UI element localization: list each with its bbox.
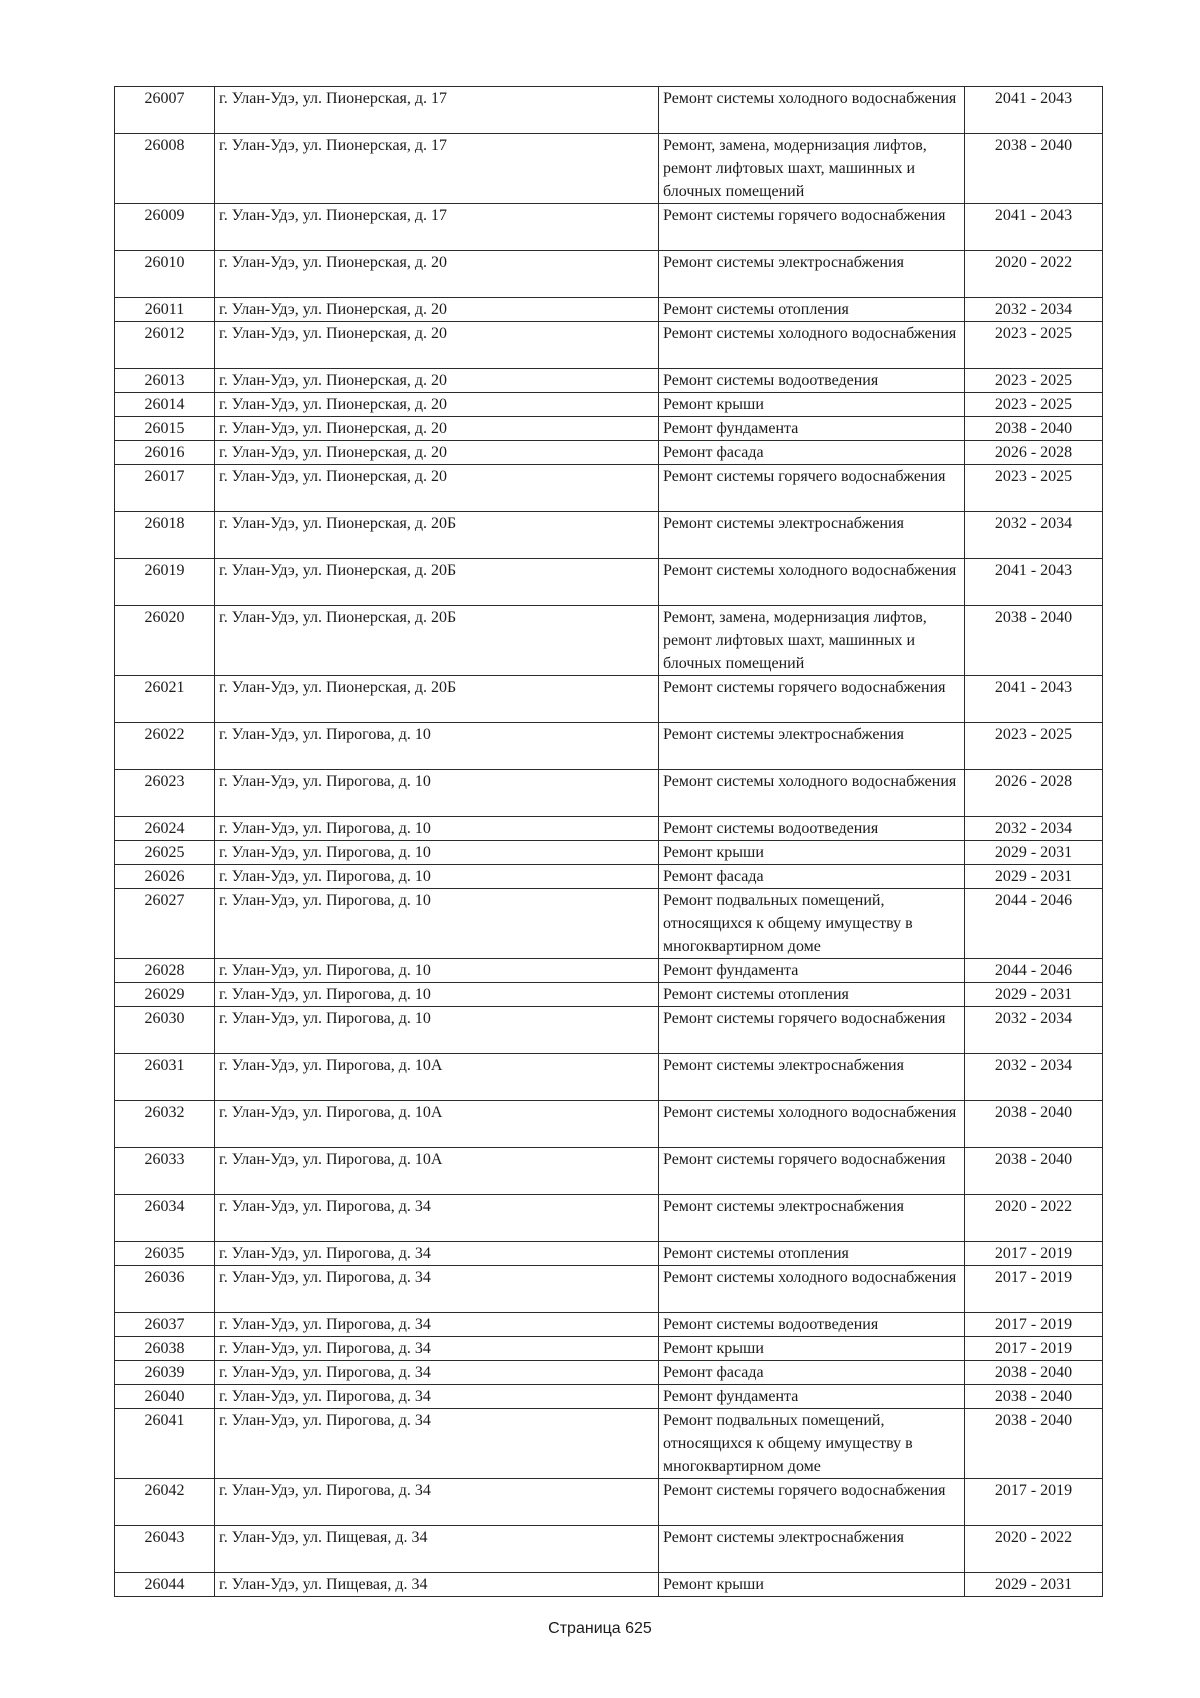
table-row [115, 865, 1103, 889]
cell-id: 26013 [115, 369, 215, 393]
cell-address: г. Улан-Удэ, ул. Пионерская, д. 20Б [215, 559, 659, 606]
cell-period: 2038 - 2040 [965, 1385, 1103, 1409]
cell-address: г. Улан-Удэ, ул. Пирогова, д. 34 [215, 1479, 659, 1526]
table-row [115, 1361, 1103, 1385]
cell-id: 26022 [115, 723, 215, 770]
table-row [115, 1409, 1103, 1479]
cell-address: г. Улан-Удэ, ул. Пищевая, д. 34 [215, 1526, 659, 1573]
page-number: Страница 625 [548, 1620, 652, 1637]
cell-id: 26017 [115, 465, 215, 512]
cell-work-type: Ремонт системы холодного водоснабжения [659, 559, 965, 606]
table-row [115, 298, 1103, 322]
cell-id: 26020 [115, 606, 215, 676]
cell-id: 26035 [115, 1242, 215, 1266]
cell-work-type: Ремонт системы водоотведения [659, 369, 965, 393]
cell-work-type: Ремонт фундамента [659, 417, 965, 441]
cell-period: 2038 - 2040 [965, 1101, 1103, 1148]
table-row [115, 1313, 1103, 1337]
cell-id: 26037 [115, 1313, 215, 1337]
cell-address: г. Улан-Удэ, ул. Пирогова, д. 34 [215, 1242, 659, 1266]
cell-period: 2017 - 2019 [965, 1337, 1103, 1361]
cell-id: 26036 [115, 1266, 215, 1313]
cell-period: 2041 - 2043 [965, 204, 1103, 251]
table-row [115, 1385, 1103, 1409]
cell-period: 2020 - 2022 [965, 1526, 1103, 1573]
cell-work-type: Ремонт системы горячего водоснабжения [659, 1479, 965, 1526]
cell-work-type: Ремонт системы горячего водоснабжения [659, 465, 965, 512]
cell-period: 2026 - 2028 [965, 441, 1103, 465]
cell-address: г. Улан-Удэ, ул. Пирогова, д. 10 [215, 723, 659, 770]
cell-period: 2023 - 2025 [965, 393, 1103, 417]
table-row [115, 441, 1103, 465]
cell-id: 26016 [115, 441, 215, 465]
cell-work-type: Ремонт системы горячего водоснабжения [659, 676, 965, 723]
cell-period: 2038 - 2040 [965, 1148, 1103, 1195]
cell-address: г. Улан-Удэ, ул. Пионерская, д. 20Б [215, 606, 659, 676]
cell-address: г. Улан-Удэ, ул. Пионерская, д. 17 [215, 87, 659, 134]
cell-id: 26025 [115, 841, 215, 865]
cell-id: 26024 [115, 817, 215, 841]
table-row [115, 889, 1103, 959]
cell-work-type: Ремонт фасада [659, 865, 965, 889]
cell-period: 2017 - 2019 [965, 1313, 1103, 1337]
cell-work-type: Ремонт системы электроснабжения [659, 1054, 965, 1101]
cell-work-type: Ремонт системы холодного водоснабжения [659, 770, 965, 817]
cell-id: 26043 [115, 1526, 215, 1573]
cell-work-type: Ремонт подвальных помещений, относящихся к общему имуществу в многоквартирном доме [659, 1409, 965, 1479]
cell-work-type: Ремонт системы электроснабжения [659, 1195, 965, 1242]
cell-period: 2044 - 2046 [965, 959, 1103, 983]
cell-work-type: Ремонт системы горячего водоснабжения [659, 1007, 965, 1054]
cell-period: 2029 - 2031 [965, 865, 1103, 889]
table-row [115, 959, 1103, 983]
cell-work-type: Ремонт системы электроснабжения [659, 1526, 965, 1573]
cell-work-type: Ремонт подвальных помещений, относящихся к общему имуществу в многоквартирном доме [659, 889, 965, 959]
repair-schedule-table [114, 86, 1103, 1597]
table-row [115, 369, 1103, 393]
cell-id: 26038 [115, 1337, 215, 1361]
cell-work-type: Ремонт фасада [659, 441, 965, 465]
table-body [115, 87, 1103, 1597]
table-row [115, 841, 1103, 865]
cell-work-type: Ремонт системы холодного водоснабжения [659, 1266, 965, 1313]
cell-id: 26011 [115, 298, 215, 322]
cell-period: 2017 - 2019 [965, 1242, 1103, 1266]
table-row [115, 322, 1103, 369]
cell-address: г. Улан-Удэ, ул. Пионерская, д. 20Б [215, 676, 659, 723]
cell-work-type: Ремонт системы горячего водоснабжения [659, 1148, 965, 1195]
cell-id: 26039 [115, 1361, 215, 1385]
cell-period: 2038 - 2040 [965, 417, 1103, 441]
cell-address: г. Улан-Удэ, ул. Пирогова, д. 34 [215, 1337, 659, 1361]
cell-work-type: Ремонт системы электроснабжения [659, 251, 965, 298]
cell-id: 26032 [115, 1101, 215, 1148]
cell-work-type: Ремонт системы холодного водоснабжения [659, 87, 965, 134]
table-row [115, 1101, 1103, 1148]
cell-address: г. Улан-Удэ, ул. Пирогова, д. 10 [215, 1007, 659, 1054]
cell-period: 2041 - 2043 [965, 676, 1103, 723]
cell-address: г. Улан-Удэ, ул. Пирогова, д. 34 [215, 1385, 659, 1409]
cell-id: 26044 [115, 1573, 215, 1597]
cell-period: 2038 - 2040 [965, 1409, 1103, 1479]
cell-work-type: Ремонт системы холодного водоснабжения [659, 322, 965, 369]
cell-id: 26015 [115, 417, 215, 441]
cell-period: 2041 - 2043 [965, 559, 1103, 606]
cell-id: 26034 [115, 1195, 215, 1242]
cell-work-type: Ремонт системы отопления [659, 298, 965, 322]
table-row [115, 87, 1103, 134]
table-row [115, 393, 1103, 417]
table-row [115, 1054, 1103, 1101]
cell-address: г. Улан-Удэ, ул. Пирогова, д. 10 [215, 865, 659, 889]
table-row [115, 1242, 1103, 1266]
cell-work-type: Ремонт фасада [659, 1361, 965, 1385]
table-row [115, 1479, 1103, 1526]
table-row [115, 723, 1103, 770]
cell-address: г. Улан-Удэ, ул. Пирогова, д. 10 [215, 959, 659, 983]
cell-address: г. Улан-Удэ, ул. Пирогова, д. 10А [215, 1148, 659, 1195]
cell-work-type: Ремонт системы горячего водоснабжения [659, 204, 965, 251]
cell-address: г. Улан-Удэ, ул. Пионерская, д. 17 [215, 134, 659, 204]
cell-address: г. Улан-Удэ, ул. Пирогова, д. 10 [215, 983, 659, 1007]
table-row [115, 1007, 1103, 1054]
table-row [115, 770, 1103, 817]
cell-id: 26040 [115, 1385, 215, 1409]
cell-id: 26027 [115, 889, 215, 959]
cell-address: г. Улан-Удэ, ул. Пионерская, д. 20 [215, 298, 659, 322]
cell-id: 26033 [115, 1148, 215, 1195]
cell-work-type: Ремонт крыши [659, 841, 965, 865]
cell-address: г. Улан-Удэ, ул. Пирогова, д. 34 [215, 1195, 659, 1242]
cell-work-type: Ремонт системы отопления [659, 983, 965, 1007]
cell-work-type: Ремонт системы водоотведения [659, 817, 965, 841]
cell-id: 26018 [115, 512, 215, 559]
cell-id: 26042 [115, 1479, 215, 1526]
cell-address: г. Улан-Удэ, ул. Пирогова, д. 34 [215, 1313, 659, 1337]
cell-work-type: Ремонт крыши [659, 1573, 965, 1597]
cell-address: г. Улан-Удэ, ул. Пирогова, д. 10А [215, 1054, 659, 1101]
cell-address: г. Улан-Удэ, ул. Пищевая, д. 34 [215, 1573, 659, 1597]
cell-work-type: Ремонт системы холодного водоснабжения [659, 1101, 965, 1148]
cell-period: 2032 - 2034 [965, 1007, 1103, 1054]
cell-period: 2023 - 2025 [965, 369, 1103, 393]
cell-work-type: Ремонт, замена, модернизация лифтов, ремонт лифтовых шахт, машинных и блочных помещений [659, 134, 965, 204]
cell-address: г. Улан-Удэ, ул. Пионерская, д. 17 [215, 204, 659, 251]
cell-period: 2038 - 2040 [965, 606, 1103, 676]
cell-id: 26021 [115, 676, 215, 723]
cell-period: 2026 - 2028 [965, 770, 1103, 817]
cell-id: 26019 [115, 559, 215, 606]
cell-period: 2029 - 2031 [965, 841, 1103, 865]
cell-work-type: Ремонт фундамента [659, 1385, 965, 1409]
table-row [115, 1337, 1103, 1361]
table-row [115, 134, 1103, 204]
cell-work-type: Ремонт системы водоотведения [659, 1313, 965, 1337]
cell-period: 2029 - 2031 [965, 983, 1103, 1007]
table-row [115, 606, 1103, 676]
cell-id: 26026 [115, 865, 215, 889]
cell-id: 26028 [115, 959, 215, 983]
table-row [115, 983, 1103, 1007]
cell-id: 26014 [115, 393, 215, 417]
cell-address: г. Улан-Удэ, ул. Пионерская, д. 20 [215, 251, 659, 298]
table-row [115, 676, 1103, 723]
cell-work-type: Ремонт системы электроснабжения [659, 723, 965, 770]
cell-id: 26012 [115, 322, 215, 369]
cell-id: 26008 [115, 134, 215, 204]
cell-period: 2023 - 2025 [965, 723, 1103, 770]
table-row [115, 559, 1103, 606]
cell-address: г. Улан-Удэ, ул. Пионерская, д. 20 [215, 393, 659, 417]
cell-address: г. Улан-Удэ, ул. Пирогова, д. 34 [215, 1266, 659, 1313]
cell-work-type: Ремонт системы отопления [659, 1242, 965, 1266]
table-row [115, 417, 1103, 441]
cell-period: 2017 - 2019 [965, 1266, 1103, 1313]
cell-address: г. Улан-Удэ, ул. Пирогова, д. 10 [215, 817, 659, 841]
cell-address: г. Улан-Удэ, ул. Пирогова, д. 34 [215, 1409, 659, 1479]
cell-address: г. Улан-Удэ, ул. Пирогова, д. 34 [215, 1361, 659, 1385]
table-row [115, 465, 1103, 512]
cell-id: 26029 [115, 983, 215, 1007]
table-row [115, 512, 1103, 559]
cell-address: г. Улан-Удэ, ул. Пирогова, д. 10 [215, 889, 659, 959]
table-row [115, 1573, 1103, 1597]
table-row [115, 251, 1103, 298]
cell-id: 26009 [115, 204, 215, 251]
cell-work-type: Ремонт крыши [659, 393, 965, 417]
cell-work-type: Ремонт крыши [659, 1337, 965, 1361]
table-row [115, 1148, 1103, 1195]
cell-period: 2041 - 2043 [965, 87, 1103, 134]
table-row [115, 817, 1103, 841]
cell-address: г. Улан-Удэ, ул. Пионерская, д. 20 [215, 465, 659, 512]
cell-period: 2038 - 2040 [965, 1361, 1103, 1385]
cell-address: г. Улан-Удэ, ул. Пионерская, д. 20 [215, 441, 659, 465]
cell-period: 2017 - 2019 [965, 1479, 1103, 1526]
cell-id: 26030 [115, 1007, 215, 1054]
cell-id: 26023 [115, 770, 215, 817]
cell-work-type: Ремонт системы электроснабжения [659, 512, 965, 559]
cell-period: 2023 - 2025 [965, 322, 1103, 369]
table-row [115, 1195, 1103, 1242]
cell-address: г. Улан-Удэ, ул. Пионерская, д. 20 [215, 369, 659, 393]
cell-address: г. Улан-Удэ, ул. Пионерская, д. 20 [215, 322, 659, 369]
cell-period: 2032 - 2034 [965, 817, 1103, 841]
cell-id: 26041 [115, 1409, 215, 1479]
cell-address: г. Улан-Удэ, ул. Пирогова, д. 10 [215, 841, 659, 865]
table-row [115, 1266, 1103, 1313]
cell-period: 2029 - 2031 [965, 1573, 1103, 1597]
cell-work-type: Ремонт, замена, модернизация лифтов, ремонт лифтовых шахт, машинных и блочных помещений [659, 606, 965, 676]
table-row [115, 204, 1103, 251]
cell-period: 2032 - 2034 [965, 1054, 1103, 1101]
cell-period: 2038 - 2040 [965, 134, 1103, 204]
cell-address: г. Улан-Удэ, ул. Пионерская, д. 20Б [215, 512, 659, 559]
cell-period: 2023 - 2025 [965, 465, 1103, 512]
cell-address: г. Улан-Удэ, ул. Пирогова, д. 10 [215, 770, 659, 817]
cell-period: 2020 - 2022 [965, 1195, 1103, 1242]
cell-work-type: Ремонт фундамента [659, 959, 965, 983]
cell-period: 2044 - 2046 [965, 889, 1103, 959]
cell-address: г. Улан-Удэ, ул. Пирогова, д. 10А [215, 1101, 659, 1148]
cell-period: 2032 - 2034 [965, 298, 1103, 322]
cell-id: 26010 [115, 251, 215, 298]
cell-address: г. Улан-Удэ, ул. Пионерская, д. 20 [215, 417, 659, 441]
cell-period: 2020 - 2022 [965, 251, 1103, 298]
cell-period: 2032 - 2034 [965, 512, 1103, 559]
cell-id: 26007 [115, 87, 215, 134]
table-row [115, 1526, 1103, 1573]
cell-id: 26031 [115, 1054, 215, 1101]
